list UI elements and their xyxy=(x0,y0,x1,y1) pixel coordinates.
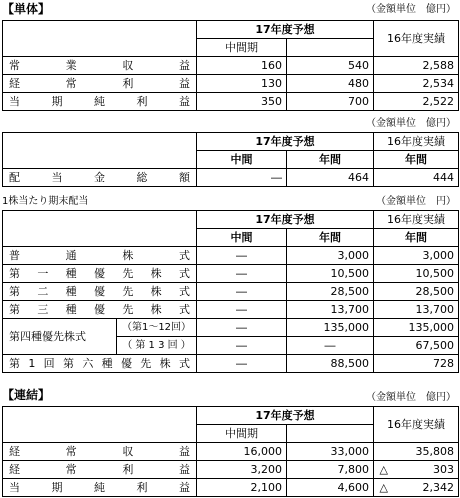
year-value: ― xyxy=(287,337,374,355)
negative-mark: △ xyxy=(374,479,394,497)
actual-subheader: 年間 xyxy=(374,229,459,247)
actual-value: 303 xyxy=(394,461,459,479)
table-row xyxy=(3,75,459,93)
actual-header: 16年度実績 xyxy=(374,133,459,151)
year-value: 700 xyxy=(287,93,374,111)
interim-value: 160 xyxy=(197,57,287,75)
spaced-label: 第 一 種 優 先 株 式 xyxy=(9,267,190,280)
row-label xyxy=(3,75,197,93)
actual-value: 2,534 xyxy=(374,75,459,93)
actual-value: 2,522 xyxy=(374,93,459,111)
year-value: 3,000 xyxy=(287,247,374,265)
unit-label: （金額単位 億円） xyxy=(366,4,456,15)
year-header: 年間 xyxy=(287,151,374,169)
interim-header: 中間 xyxy=(197,229,287,247)
row-label xyxy=(3,247,197,265)
spaced-label: 常 業 収 益 xyxy=(9,59,190,72)
table-row xyxy=(3,319,459,337)
row-label xyxy=(3,283,197,301)
spaced-label: 配 当 金 総 額 xyxy=(9,171,190,184)
interim-value: ― xyxy=(197,355,287,373)
forecast-header: 17年度予想 xyxy=(197,407,374,425)
empty-cell xyxy=(3,407,197,443)
section-title-renketsu: 【連結】 xyxy=(2,388,51,402)
empty-cell xyxy=(3,133,197,169)
negative-mark: △ xyxy=(374,461,394,479)
actual-value: 67,500 xyxy=(374,337,459,355)
row-label xyxy=(3,301,197,319)
year-value: 10,500 xyxy=(287,265,374,283)
actual-header: 16年度実績 xyxy=(374,211,459,229)
forecast-header: 17年度予想 xyxy=(197,211,374,229)
spaced-label: 経 常 利 益 xyxy=(9,77,190,90)
actual-header: 16年度実績 xyxy=(374,21,459,57)
row-label xyxy=(3,479,197,497)
actual-header: 16年度実績 xyxy=(374,407,459,443)
row-label xyxy=(3,443,197,461)
fourth-sub-label-1: （第1～12回） xyxy=(117,319,197,337)
spaced-label: 普 通 株 式 xyxy=(9,249,190,262)
forecast-header: 17年度予想 xyxy=(197,133,374,151)
row-label xyxy=(3,169,197,187)
row-label xyxy=(3,57,197,75)
forecast-header: 17年度予想 xyxy=(197,21,374,39)
actual-value: 28,500 xyxy=(374,283,459,301)
actual-value: 13,700 xyxy=(374,301,459,319)
spaced-label: 経 常 収 益 xyxy=(9,445,190,458)
spaced-label: 第 1 回 第 六 種 優 先 株 式 xyxy=(9,357,190,370)
interim-value: ― xyxy=(197,247,287,265)
section-title-tanta: 【単体】 xyxy=(2,2,51,16)
table-row xyxy=(3,169,459,187)
unit-label: （金額単位 億円） xyxy=(366,118,456,129)
interim-value: ― xyxy=(197,319,287,337)
interim-value: ― xyxy=(197,169,287,187)
row-label xyxy=(3,461,197,479)
interim-value: ― xyxy=(197,337,287,355)
table-row xyxy=(3,247,459,265)
interim-value: ― xyxy=(197,301,287,319)
fourth-class-label: 第四種優先株式 xyxy=(3,319,117,355)
actual-value: 3,000 xyxy=(374,247,459,265)
unit-label: （金額単位 億円） xyxy=(366,392,456,403)
actual-value: 444 xyxy=(374,169,459,187)
interim-value: ― xyxy=(197,283,287,301)
interim-value: 16,000 xyxy=(197,443,287,461)
year-value: 13,700 xyxy=(287,301,374,319)
year-value: 33,000 xyxy=(287,443,374,461)
spaced-label: 当 期 純 利 益 xyxy=(9,481,190,494)
row-label xyxy=(3,93,197,111)
empty-cell xyxy=(3,211,197,247)
negative-mark xyxy=(374,443,394,461)
empty-cell xyxy=(287,39,374,57)
year-header: 年間 xyxy=(287,229,374,247)
unit-label: （金額単位 円） xyxy=(376,196,456,207)
year-value: 7,800 xyxy=(287,461,374,479)
year-value: 4,600 xyxy=(287,479,374,497)
actual-value: 10,500 xyxy=(374,265,459,283)
table-row xyxy=(3,93,459,111)
year-value: 88,500 xyxy=(287,355,374,373)
table-row xyxy=(3,301,459,319)
table-row xyxy=(3,265,459,283)
year-value: 28,500 xyxy=(287,283,374,301)
table-row xyxy=(3,461,459,479)
actual-value: 2,588 xyxy=(374,57,459,75)
per-share-table xyxy=(2,210,459,373)
year-value: 464 xyxy=(287,169,374,187)
spaced-label: 当 期 純 利 益 xyxy=(9,95,190,108)
interim-value: 2,100 xyxy=(197,479,287,497)
row-label xyxy=(3,355,197,373)
actual-value: 35,808 xyxy=(394,443,459,461)
year-value: 135,000 xyxy=(287,319,374,337)
empty-cell xyxy=(3,21,197,57)
tanta-table xyxy=(2,20,459,111)
interim-value: 130 xyxy=(197,75,287,93)
year-value: 540 xyxy=(287,57,374,75)
actual-value: 728 xyxy=(374,355,459,373)
table-row xyxy=(3,283,459,301)
spaced-label: 経 常 利 益 xyxy=(9,463,190,476)
interim-header: 中間期 xyxy=(197,425,287,443)
section-title-per-share: 1株当たり期末配当 xyxy=(2,196,89,207)
empty-cell xyxy=(287,425,374,443)
interim-value: ― xyxy=(197,265,287,283)
year-value: 480 xyxy=(287,75,374,93)
table-row xyxy=(3,443,459,461)
table-row xyxy=(3,57,459,75)
spaced-label: 第 二 種 優 先 株 式 xyxy=(9,285,190,298)
interim-value: 3,200 xyxy=(197,461,287,479)
actual-subheader: 年間 xyxy=(374,151,459,169)
renketsu-table xyxy=(2,406,459,497)
dividend-total-table xyxy=(2,132,459,187)
actual-value: 2,342 xyxy=(394,479,459,497)
interim-header: 中間 xyxy=(197,151,287,169)
interim-header: 中間期 xyxy=(197,39,287,57)
fourth-sub-label-2: （ 第 1 3 回 ） xyxy=(117,337,197,355)
table-row xyxy=(3,355,459,373)
table-row xyxy=(3,479,459,497)
row-label xyxy=(3,265,197,283)
actual-value: 135,000 xyxy=(374,319,459,337)
spaced-label: 第 三 種 優 先 株 式 xyxy=(9,303,190,316)
interim-value: 350 xyxy=(197,93,287,111)
